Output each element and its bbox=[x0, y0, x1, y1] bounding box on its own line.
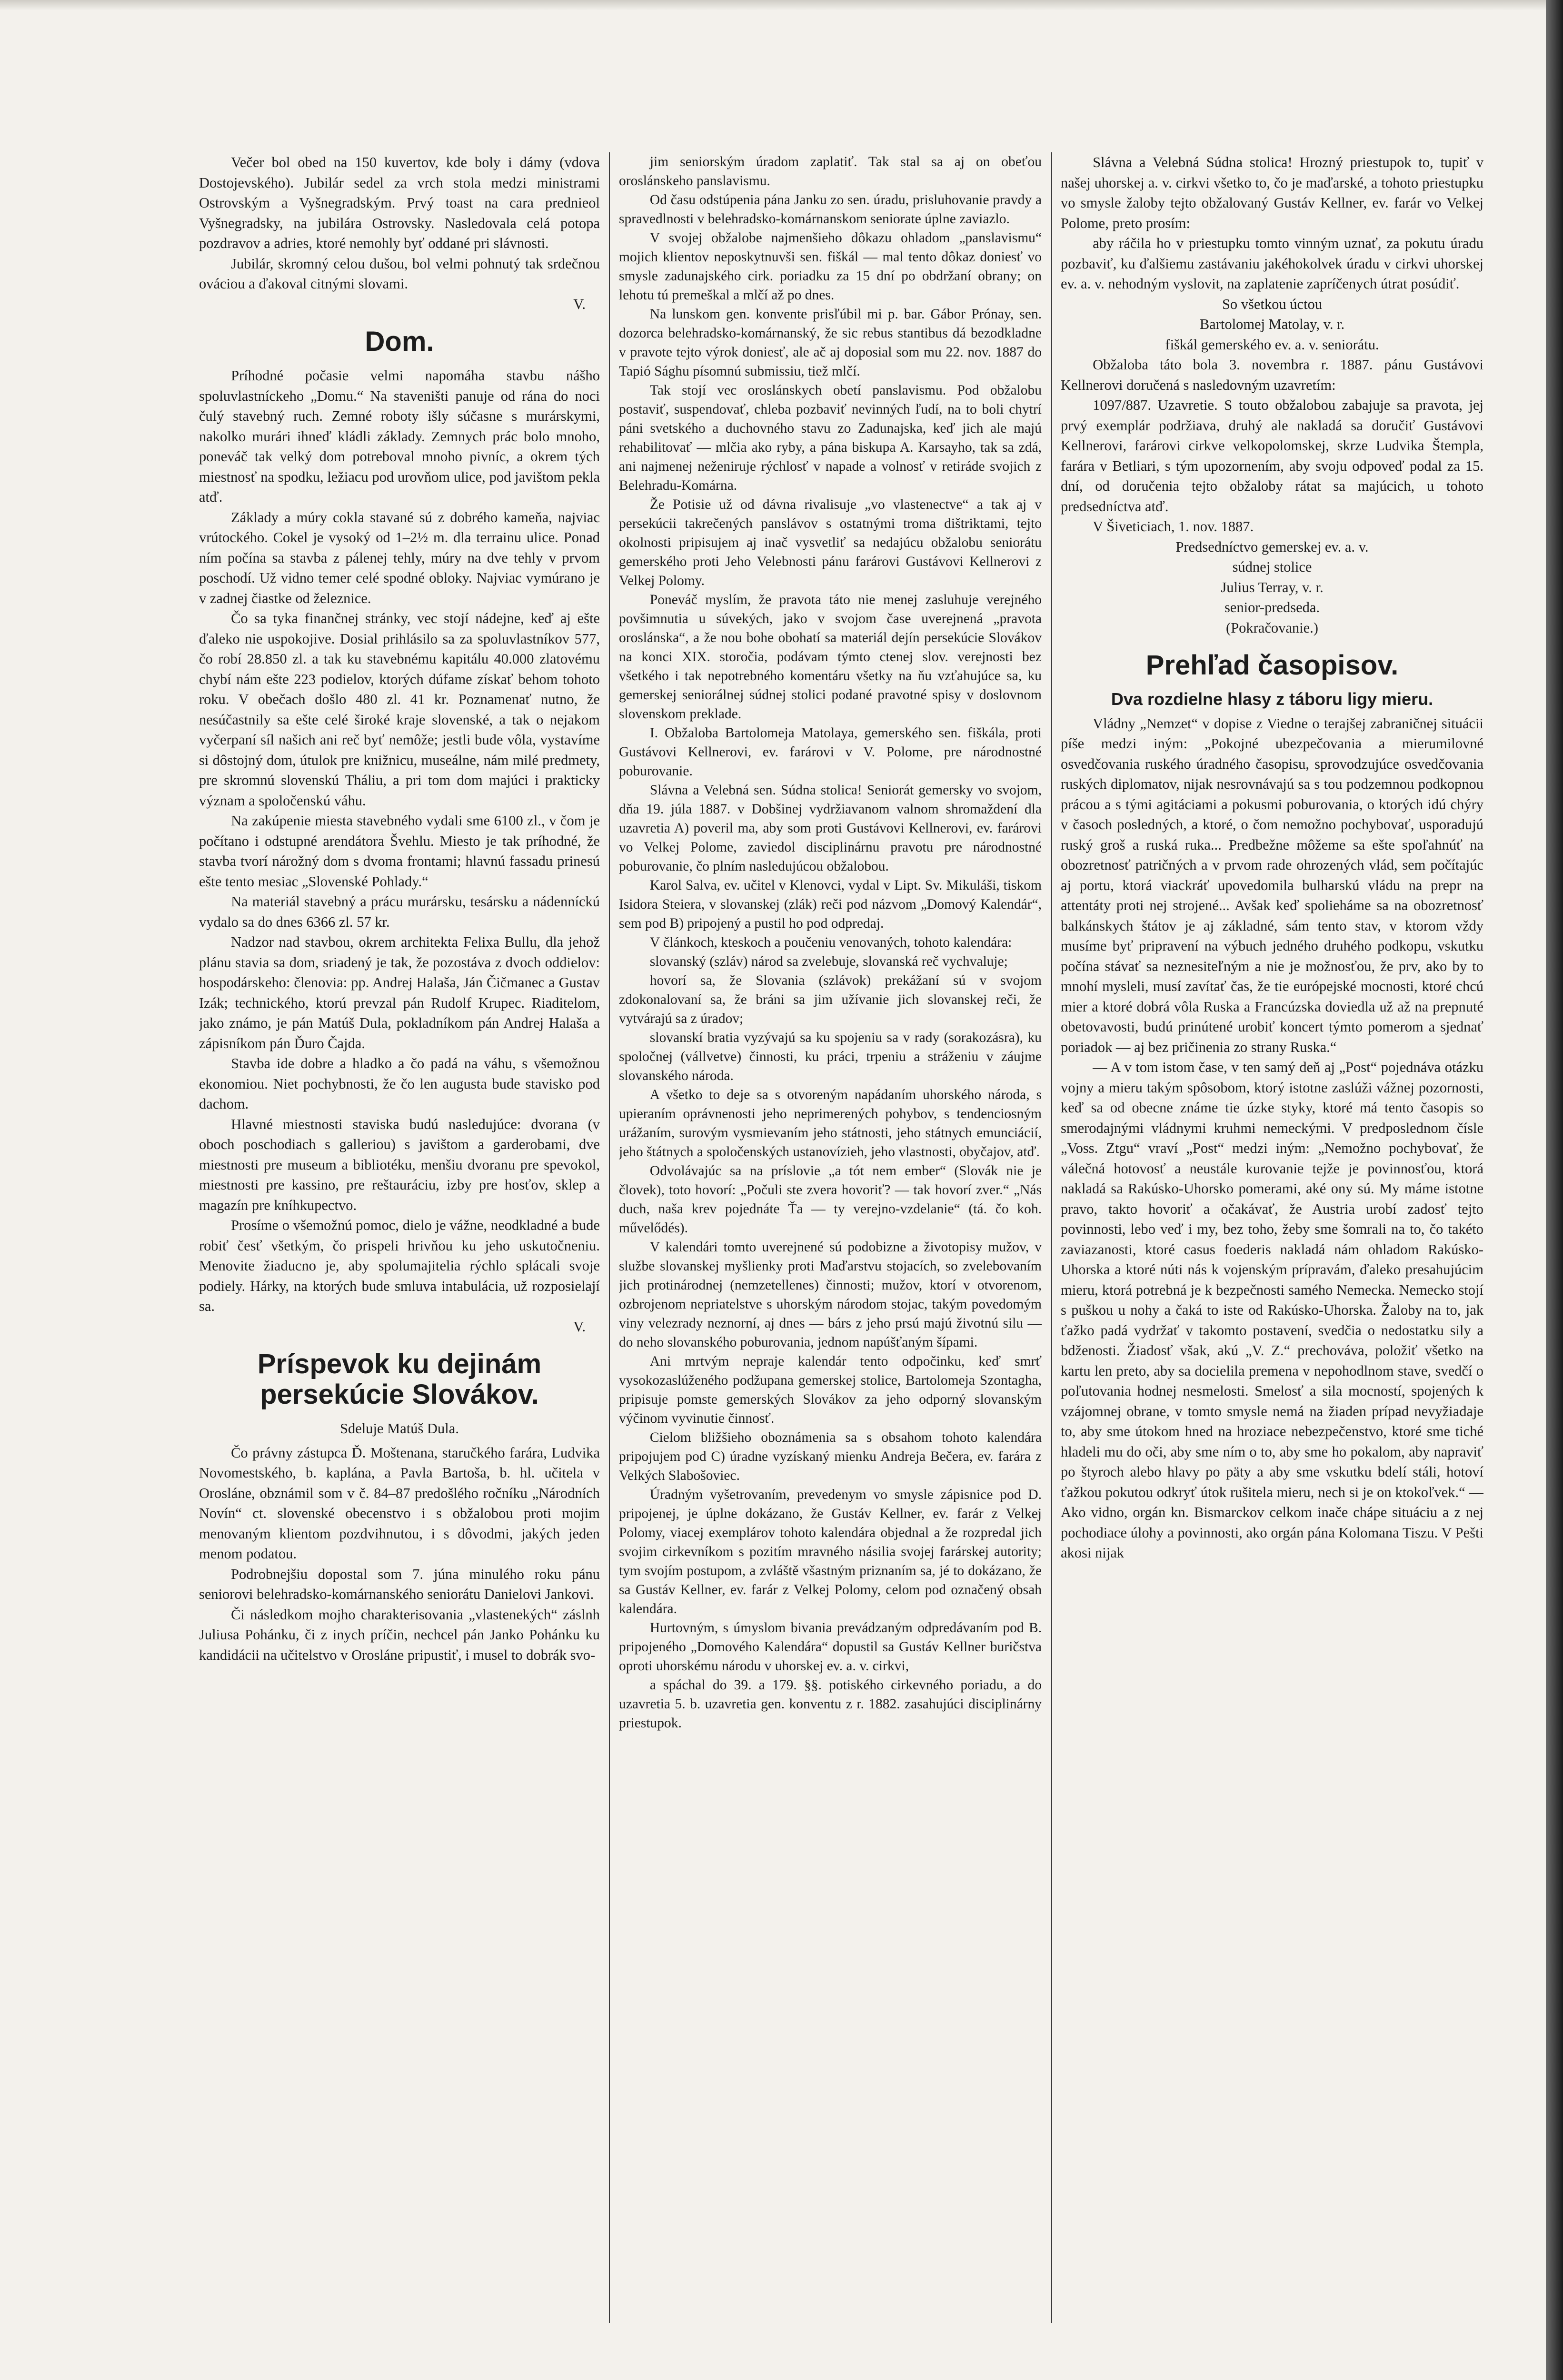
col2-paragraph-11: V článkoch, kteskoch a poučeniu venovaných, tohoto kalendára: bbox=[649, 935, 1012, 950]
prispevok-paragraph-3: Či následkom mojho charakterisovania „vlastenekých“ záslnh Juliusa Pohánku, či z inych príčin, nechcel pán Janko Pohánku ku kandidácii na učitelstvo v Orosláne pripustiť, i musel to dobrák svo- bbox=[199, 1606, 600, 1663]
prispevok-paragraph-2: Podrobnejšiu dopostal som 7. júna minulého roku pánu seniorovi belehradsko-komárnanského seniorátu Danielovi Jankovi. bbox=[199, 1566, 600, 1602]
dom-signature: V. bbox=[573, 1318, 586, 1335]
closing2-line-2: súdnej stolice bbox=[1232, 559, 1312, 575]
col2-paragraph-18: Ani mrtvým nepraje kalendár tento odpočinku, keď smrť vysokozaslúženého podžupana gemerskej stolice, Bartolomeja Szontagha, pripisuje pomste gemerských Slovákov za jeho odporný slovanským výčinom vyvinutie činnosť. bbox=[619, 1354, 1042, 1426]
column-1 bbox=[199, 152, 600, 2380]
column-2 bbox=[619, 152, 1042, 2380]
col2-paragraph-10: Karol Salva, ev. učitel v Klenovci, vydal v Lipt. Sv. Mikuláši, tiskom Isidora Steiera, v slovanskej (zlák) reči pod názvom „Domový Kalendár“, sem pod B) pripojený a pustil ho pod odpredaj. bbox=[619, 878, 1042, 931]
col2-paragraph-9: Slávna a Velebná sen. Súdna stolica! Seniorát gemersky vo svojom, dňa 19. júla 1887. v Dobšinej vydržiavanom valnom shromaždení dla uzavretia A) poveril ma, aby som proti Gustávovi Kellnerovi, ev. farárovi vo Velkej Polome, zaviedol disciplinárnu pravotu pre národnostné poburovanie, čo plním nasledujúcou obžalobou. bbox=[619, 783, 1042, 874]
closing-line-3: fiškál gemerského ev. a. v. seniorátu. bbox=[1165, 336, 1379, 353]
col2-paragraph-8: I. Obžaloba Bartolomeja Matolaya, gemerského sen. fiškála, proti Gustávovi Kellnerovi, ev. farárovi v V. Polome, pre národnostné poburovanie. bbox=[619, 725, 1042, 779]
col2-paragraph-14: slovanskí bratia vyzývajú sa ku spojeniu sa v rady (sorakozásra), ku spoločnej (vállvetve) činnosti, ku práci, trpeniu a stráženiu v záujme slovanského národa. bbox=[619, 1030, 1042, 1083]
closing-line-1: So všetkou úctou bbox=[1222, 296, 1323, 312]
continuation-note: (Pokračovanie.) bbox=[1226, 619, 1318, 636]
prispevok-byline: Sdeluje Matúš Dula. bbox=[340, 1420, 459, 1437]
col2-paragraph-4: Na lunskom gen. konvente prisľúbil mi p. bar. Gábor Prónay, sen. dozorca belehradsko-komárnanský, že sic rebus stantibus dá bezodkladne v pravote tejto výrok doniesť, ale ač aj doposial som mu 22. nov. 1887 do Tapió Sághu písomnú submissiu, tiež mlčí. bbox=[619, 307, 1042, 379]
dom-paragraph-9: Prosíme o všemožnú pomoc, dielo je vážne, neodkladné a bude robiť česť všetkým, čo prispeli hrivňou ku jeho uskutočneniu. Menovite žiaducno je, aby spolumajitelia rýchlo splácali svoje podiely. Hárky, na ktorých bude smluva intabulácia, už rozposielají sa. bbox=[199, 1217, 600, 1314]
col2-paragraph-13: hovorí sa, že Slovania (szlávok) prekážaní sú v svojom zdokonalovaní sa, že bráni sa jim užívanie jich slovanskej reči, že vytvárajú sa z úradov; bbox=[619, 973, 1042, 1026]
col2-paragraph-7: Poneváč myslím, že pravota táto nie menej zasluhuje verejného povšimnutia u súvekých, jako v svojom čase uverejnená „pravota oroslánska“, a že nou bohe obohatí sa materiál dejín persekúcie Slovákov na konci XIX. storočia, podávam týmto ctenej slov. verejnosti bez všetkého i tak nepotrebného komentáru všetky na ňu vzťahujúce sa, ku gemerskej seniorálnej súdnej stolici podané pravotné spisy v doslovnom slovenskom preklade. bbox=[619, 592, 1042, 722]
col2-paragraph-17: V kalendári tomto uverejnené sú podobizne a životopisy mužov, v službe slovanskej myšlienky proti Maďarstvu stojacích, so zvelebovaním jich protinárodnej (nemzetellenes) činnosti; mužov, ktorí v otvorenom, ozbrojenom nepriatelstve s uhorským národom stojac, takým povedomým viny velezrady neznorní, aj dnes — bárs z jeho prsú majú životnú silu — do neho slovanského poburovania, jednom napúšťaným šípami. bbox=[619, 1240, 1042, 1350]
dom-paragraph-5: Na materiál stavebný a prácu murársku, tesársku a nádenníckú vydalo sa do dnes 6366 zl. 57 kr. bbox=[199, 893, 600, 930]
page-shadow-top bbox=[0, 0, 1563, 10]
section-title-prehlad: Prehľad časopisov. bbox=[1145, 650, 1399, 681]
section-title-dom: Dom. bbox=[365, 326, 434, 357]
closing2-line-3: Julius Terray, v. r. bbox=[1221, 579, 1324, 595]
col3-paragraph-1: Slávna a Velebná Súdna stolica! Hrozný priestupok to, tupiť v našej uhorskej a. v. cirkvi všetko to, čo je maďarské, a tohoto priestupku vo smysle žaloby tejto obžalovaný Gustáv Kellner, ev. farár vo Velkej Polome, preto prosím: bbox=[1061, 154, 1483, 231]
dom-paragraph-3: Čo sa tyka finančnej stránky, vec stojí nádejne, keď aj ešte ďaleko nie uspokojive. Dosial prihlásilo sa za spoluvlastníkov 577, čo robí 28.850 zl. a tak ku stavebnému kapitálu 40.000 zlatovému chybí nám ešte 223 podielov, ktorých dúfame získať behom tohoto roku. V obečach došlo 480 zl. 41 kr. Poznamenať nutno, že nesúčastnily sa ešte celé široké kraje slovenské, a tak o nejakom vyčerpaní síl našich ani reč byť nemôže; jestli bude vôla, vystavíme si dôstojný dom, útulok pre knižnicu, museálne, nám milé predmety, pre skromnú slovenskú Tháliu, a pri tom dom majúci i prakticky význam a spoločenskú váhu. bbox=[199, 610, 600, 809]
column-rule-2 bbox=[1051, 152, 1052, 2323]
col2-paragraph-12: slovanský (szláv) národ sa zvelebuje, slovanská reč vychvaluje; bbox=[649, 954, 1008, 969]
col2-paragraph-19: Cielom bližšieho oboznámenia sa s obsahom tohoto kalendára pripojujem pod C) úradne vyzískaný mienku Andreja Bečera, ev. farára z Velkých Slabošoviec. bbox=[619, 1430, 1042, 1483]
col3-paragraph-2: aby ráčila ho v priestupku tomto vinným uznať, za pokutu úradu pozbaviť, ku ďalšiemu zastávaniu jakéhokolvek úradu v cirkvi uhorskej ev. a. v. nehodným vyslovit, na zaplatenie zapríčenych útrat posúdiť. bbox=[1061, 235, 1483, 292]
page-binding-edge bbox=[1546, 0, 1563, 2380]
dom-paragraph-6: Nadzor nad stavbou, okrem architekta Felixa Bullu, dla jehož plánu stavia sa dom, sriadený je tak, že pozostáva z dvoch oddielov: hospodárskeho: členovia: pp. Andrej Halaša, Ján Čičmanec a Gustav Izák; technického, ktorú prevzal pán Rudolf Krupec. Riaditelom, jako známo, je pán Matúš Dula, pokladníkom pán Andrej Halaša a zápisníkom pán Ďuro Čajda. bbox=[199, 934, 600, 1051]
col2-paragraph-15: A všetko to deje sa s otvoreným napádaním uhorského národa, s upieraním oprávnenosti jeho neprimerených pohybov, s tendenciosným urážaním, surovým vysmievaním jeho státnosti, jeho státnych emunciácií, jeho štátnych a spoločenských ustanovízieh, jeho vlastnosti, obyčajov, atď. bbox=[619, 1087, 1042, 1160]
dom-paragraph-2: Základy a múry cokla stavané sú z dobrého kameňa, najviac vrútockého. Cokel je vysoký od 1–2½ m. dla terrainu ulice. Ponad ním počína sa stavba z pálenej tehly, múry na dve tehly v prvom poschodí. Už vidno temer celé spodné obloky. Najviac vymúrano je v zadnej čiastke od železnice. bbox=[199, 509, 600, 606]
dom-paragraph-8: Hlavné miestnosti staviska budú nasledujúce: dvorana (v oboch poschodiach s galleriou) s javištom a garderobami, dve miestnosti pre museum a bibliotéku, menšiu dvoranu pre spevokol, miestnosti pre kassino, pre reštauráciu, izby pre hosťov, sklep a magazín pre kníhkupectvo. bbox=[199, 1116, 600, 1213]
intro-paragraph-2: Jubilár, skromný celou dušou, bol velmi pohnutý tak srdečnou ováciou a ďakoval citnými slovami. bbox=[199, 255, 600, 292]
prehlad-subtitle: Dva rozdielne hlasy z táboru ligy mieru. bbox=[1111, 689, 1434, 709]
dom-paragraph-7: Stavba ide dobre a hladko a čo padá na váhu, s všemožnou ekonomiou. Niet pochybnosti, že čo len augusta bude stavisko pod dachom. bbox=[199, 1055, 600, 1112]
col2-paragraph-2: Od času odstúpenia pána Janku zo sen. úradu, prisluhovanie pravdy a spravedlnosti v belehradsko-komárnanskom seniorate úplne zaviazlo. bbox=[619, 192, 1042, 227]
col3-paragraph-4: 1097/887. Uzavretie. S touto obžalobou zabajuje sa pravota, jej prvý exemplár podržiava, druhý ale nakladá sa doručiť Gustávovi Kellnerovi, farárovi cirkve velkopolomskej, skrze Ludvika Štempla, farára v Betliari, s tým upozornením, aby svoju odpoveď podal za 15. dní, od doručenia tejto obžaloby rátat sa majúcich, u tohoto predsedníctva atď. bbox=[1061, 397, 1483, 515]
col2-paragraph-3: V svojej obžalobe najmenšieho dôkazu ohladom „panslavismu“ mojich klientov neposkytnuvši sen. fiškál — mal tento dôkaz doniesť vo smysle zadunajského cirk. poriadku za 15 dní po obdržaní obrany; on lehotu tú premeškal a mlčí až po dnes. bbox=[619, 230, 1042, 303]
column-3 bbox=[1061, 152, 1483, 2380]
col2-paragraph-20: Úradným vyšetrovaním, prevedenym vo smysle zápisnice pod D. pripojenej, je úplne dokázano, že Gustáv Kellner, ev. farár z Velkej Polomy, viacej exemplárov tohoto kalendára objednal a že rozpredal jich svojim cirkevníkom s pozitím mravného násilia svojej farárskej autority; tym svojím postupom, a zvláště všastným priznaním sa, jé to dokázano, že sa Gustáv Kellner, ev. farár z Velkej Polomy, celom pod označený obsah kalendára. bbox=[619, 1487, 1042, 1616]
col2-paragraph-1: jim seniorským úradom zaplatiť. Tak stal sa aj on obeťou oroslánskeho panslavismu. bbox=[619, 154, 1042, 188]
col3-paragraph-3: Obžaloba táto bola 3. novembra r. 1887. pánu Gustávovi Kellnerovi doručená s nasledovným uzavretím: bbox=[1061, 357, 1483, 393]
intro-signature: V. bbox=[573, 296, 586, 312]
col3-paragraph-5: V Šiveticiach, 1. nov. 1887. bbox=[1093, 518, 1254, 535]
dom-paragraph-1: Príhodné počasie velmi napomáha stavbu nášho spoluvlastníckeho „Domu.“ Na staveništi panuje od rána do noci čulý stavebný ruch. Zemné roboty išly súčasne s murárskymi, nakolko murári ihneď kládli základy. Zemnych prác bolo mnoho, poneváč tak velký dom potreboval mnoho pivníc, a okrem tých miestnosť na spodku, ležiacu pod urovňom ulice, pod javištom pekla atď. bbox=[199, 367, 600, 505]
intro-paragraph-1: Večer bol obed na 150 kuvertov, kde boly i dámy (vdova Dostojevského). Jubilár sedel za vrch stola medzi ministrami Ostrovským a Vyšnegradským. Prvý toast na cara prednieol Vyšnegradsky, na jubilára Ostrovsky. Nasledovala celá potopa pozdravov a adries, ktoré nemohly byť oddané pri slávnosti. bbox=[199, 154, 600, 251]
closing-line-2: Bartolomej Matolay, v. r. bbox=[1199, 316, 1345, 332]
col2-paragraph-21: Hurtovným, s úmyslom bivania prevádzaným odpredávaním pod B. pripojeného „Domového Kalendára“ dopustil sa Gustáv Kellner buričstva oproti uhorskému národu v uhorskej ev. a. v. cirkvi, bbox=[619, 1620, 1042, 1674]
col2-paragraph-6: Že Potisie už od dávna rivalisuje „vo vlastenectve“ a tak aj v persekúcii takrečených panslávov s ostatnými troma dištriktami, tejto okolnosti pripisujem aj inač vysvetliť sa nedajúcu obžalobu seniorátu gemerského proti Jeho Velebnosti pánu farárovi Gustávovi Kellnerovi z Velkej Polomy. bbox=[619, 497, 1042, 588]
col2-paragraph-16: Odvolávajúc sa na príslovie „a tót nem ember“ (Slovák nie je človek), toto hovorí: „Počuli ste zvera hovoriť? — tak hovorí zver.“ „Nás duch, naša krev pojednáte Ťa — ty verejno-vzdelanie“ (tá. čo koh. művelődés). bbox=[619, 1163, 1042, 1236]
closing2-line-4: senior-predseda. bbox=[1224, 599, 1320, 615]
prispevok-paragraph-1: Čo právny zástupca Ď. Moštenana, staručkého farára, Ludvika Novomestského, b. kaplána, a Pavla Bartoša, b. hl. učitela v Orosláne, obznámil som v č. 84–87 predošlého ročníku „Národních Novín“ ct. slovenské obecenstvo i s obžalobou proti mojim menovaným klientom pozdvihnutou, i s dôvodmi, jakých jeden menom podatou. bbox=[199, 1444, 600, 1562]
dom-paragraph-4: Na zakúpenie miesta stavebného vydali sme 6100 zl., v čom je počítano i odstupné arendátora Švehlu. Miesto je tak príhodné, že stavba tvorí nárožný dom s dvoma frontami; hlavnú fassadu prinesú ešte tento mesiac „Slovenské Pohlady.“ bbox=[199, 813, 600, 890]
section-title-prispevok: Príspevok ku dejinám persekúcie Slovákov. bbox=[257, 1349, 542, 1410]
column-rule-1 bbox=[609, 152, 610, 2323]
prehlad-paragraph-1: Vládny „Nemzet“ v dopise z Viedne o terajšej zabraničnej situácii píše medzi iným: „Pokojné ubezpečovania a mierumilovné osvedčovania ruského úradného časopisu, sprovodzujúce osvedčovania ruských diplomatov, nijak nesrovnávajú sa s tou podzemnou podkopnou prácou a s tými agitáciami a pokusmi poburovania, o ktorých idú chýry v časoch posledných, a ktoré, o čom nemožno pochybovať, usporadujú ruský groš a ruská ruka... Predbežne môžeme sa ešte spoľahnúť na obozretnosť patričných a v prvom rade ohrozených vlád, sem počítajúc aj portu, ktorá viackráť upovedomila bulharskú vládu na prepr na attentáty proti nej strojené... Avšak keď spolieháme sa na obozretnosť balkánskych štátov je aj základné, sám tento stav, v ktorom vždy musíme byť pripravení na výbuch jedného druhého podkopu, vskutku počína stávať sa neznesiteľným a nie je možnosťou, že prv, ako by to mnohí mysleli, musí zavítať čas, že tie európejské mocnosti, ktoré chcú mier a ktoré dobrá vôla Ruska a Francúzska doviedla už až na prepnuté obetovavosti, budú prinútené urobiť koncert týmto pomerom a sjednať poriadok — aj bez pričinenia zo strany Ruska.“ bbox=[1061, 715, 1483, 1055]
closing2-line-1: Predsedníctvo gemerskej ev. a. v. bbox=[1175, 538, 1369, 555]
col2-paragraph-22: a spáchal do 39. a 179. §§. potiského cirkevného poriadu, a do uzavretia 5. b. uzavretia gen. konventu z r. 1882. zasahujúci disciplinárny priestupok. bbox=[619, 1677, 1042, 1731]
prehlad-paragraph-2: — A v tom istom čase, v ten samý deň aj „Post“ pojednáva otázku vojny a mieru takým spôsobom, ktorý istotne zaslúži vážnej pozornosti, keď sa od obecne známe tie úzke styky, ktoré má tento časopis so smerodajnými vládnymi kruhmi nemeckými. V predposlednom čísle „Voss. Ztgu“ vraví „Post“ medzi iným: „Nemožno pochybovať, že válečná hotovosť a neustále kurovanie tejže je povinnosťou, ktorá nakladá sa Rakúsko-Uhorsko pomerami, aké ony sú. My máme istotne pravo, takto hovoriť a očakávať, že Austria urobí zadosť tejto povinnosti, lebo veď i my, bez toho, žeby sme šomrali na to, čo takéto zaviazanosti, ktoré casus foederis nakladá nám ohladom Rakúsko-Uhorska a ktoré núti nás k vojenským prípravám, ďaleko presahujúcim mieru, ktorá potrebná je k bezpečnosti samého Nemecka. Nemecko stojí s puškou u nohy a čaká to iste od Rakúsko-Uhorska. Žaloby na to, jak ťažko padá vydržať v takomto postavení, svedčia o nedostatku sily a bdženosti. Žiadosť však, akú „V. Z.“ prechováva, položiť všetko na kartu len preto, aby sa docielila premena v nepohodlnom stave, svedčí o poľutovania hodnej nesmelosti. Smelosť a sila mocností, spojených k vzájomnej obrane, v tomto smysle nemá na žiaden prípad nevyžiadaje to, aby sme útokom hned na hroziace nebezpečenstvo, ktoré sme tiché hladeli mu do oči, aby sme ním o to, aby sme ho pokalom, aby napraviť po štyroch alebo hlavy po päty a aby sme vskutku bdelí stáli, hotoví ťažkou pokutou odkryť útok rušitela mieru, nech si je on ktokoľvek.“ — Ako vidno, orgán kn. Bismarckov celkom inače chápe situáciu a z nej pochodiace úlohy a povinnosti, ako orgán pána Kolomana Tiszu. V Pešti akosi nijak bbox=[1061, 1059, 1483, 1561]
col2-paragraph-5: Tak stojí vec oroslánskych obetí panslavismu. Pod obžalobu postaviť, suspendovať, chleba pozbaviť nevinných ľudí, na to boli chytrí páni svetského a duchovného stavu zo Zadunajska, keď jich ale majú rehabilitovať — mlčia ako ryby, a pána biskupa A. Karsayho, tak sa zdá, ani najmenej neženiruje rýchlosť v napade a volnosť v retiráde svojich z Belehradu-Komárna. bbox=[619, 383, 1042, 493]
